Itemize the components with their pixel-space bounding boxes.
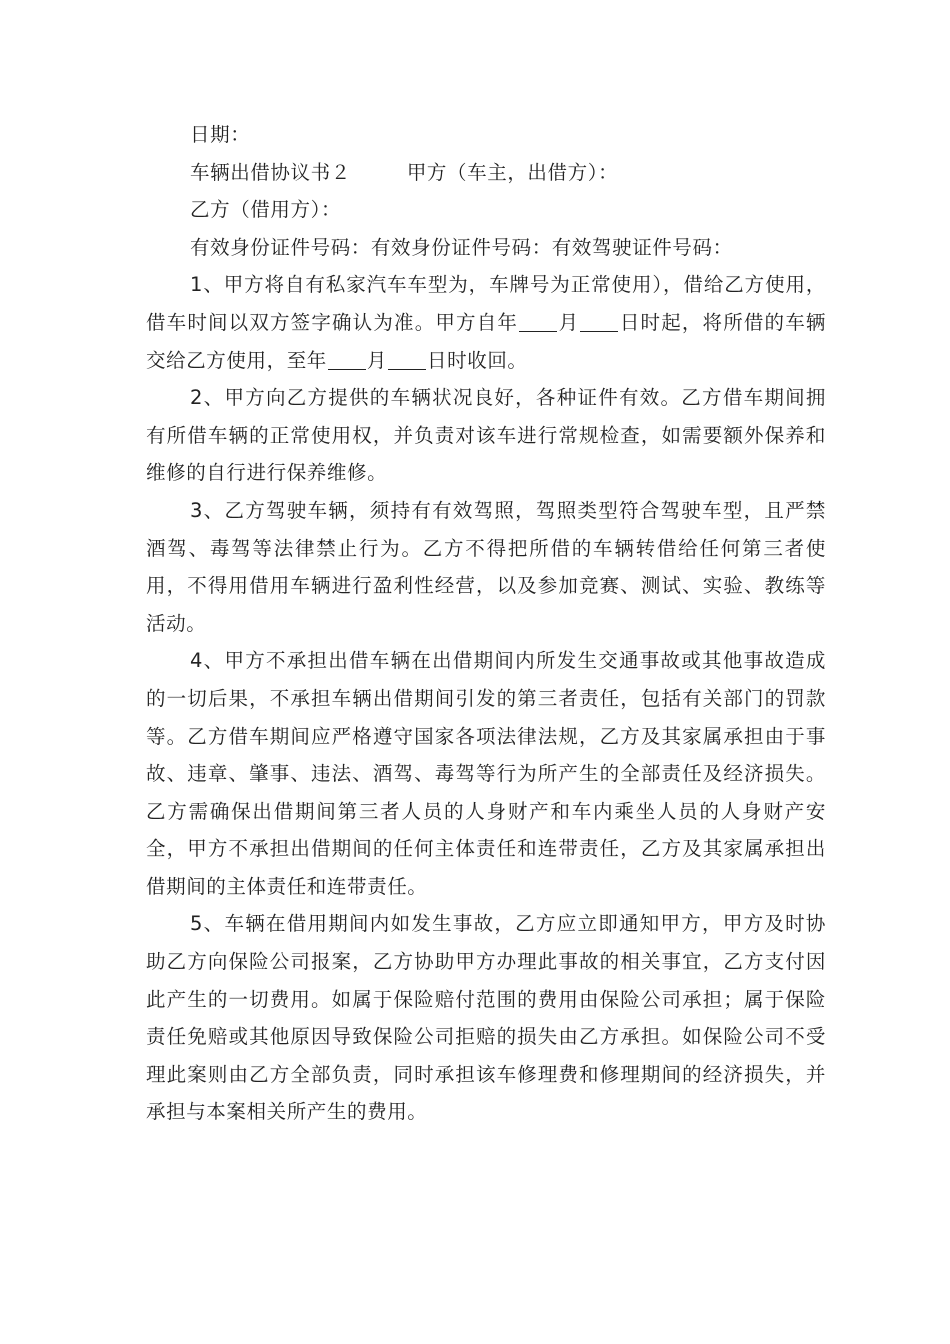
clause-5: 5、车辆在借用期间内如发生事故，乙方应立即通知甲方，甲方及时协助乙方向保险公司报案，乙方协助甲方办理此事故的相关事宜，乙方支付因此产生的一切费用。如属于保险赔付范围的费用由保险公司承担；属于保险责任免赔或其他原因导致保险公司拒赔的损失由乙方承担。如保险公司不受理此案则由乙方全部负责，同时承担该车修理费和修理期间的经济损失，并承担与本案相关所产生的费用。 — [146, 912, 826, 1124]
year-blank-1 — [519, 311, 557, 332]
year-blank-2 — [328, 349, 366, 370]
month-blank-1 — [580, 311, 618, 332]
clause-2: 2、甲方向乙方提供的车辆状况良好，各种证件有效。乙方借车期间拥有所借车辆的正常使用权，并负责对该车进行常规检查，如需要额外保养和维修的自行进行保养维修。 — [146, 386, 826, 485]
clause-1-part5: 日时收回。 — [427, 348, 528, 372]
clause-4: 4、甲方不承担出借车辆在出借期间内所发生交通事故或其他事故造成的一切后果，不承担车辆出借期间引发的第三者责任，包括有关部门的罚款等。乙方借车期间应严格遵守国家各项法律法规，乙方及其家属承担由于事故、违章、肇事、违法、酒驾、毒驾等行为所产生的全部责任及经济损失。乙方需确保出借期间第三者人员的人身财产和车内乘坐人员的人身财产安全，甲方不承担出借期间的任何主体责任和连带责任，乙方及其家属承担出借期间的主体责任和连带责任。 — [146, 649, 826, 898]
document-title: 车辆出借协议书２ — [190, 160, 351, 184]
date-label: 日期： — [190, 123, 251, 146]
document-body — [146, 116, 826, 1131]
title-line — [146, 154, 826, 192]
party-b-label: 乙方（借用方）： — [190, 198, 342, 222]
id-numbers-line: 有效身份证件号码：有效身份证件号码：有效驾驶证件号码： — [190, 235, 733, 259]
party-a-label: 甲方（车主，出借方）： — [406, 160, 619, 184]
month-blank-2 — [388, 349, 426, 370]
clause-1 — [146, 266, 826, 379]
clause-1-part2: 月 — [558, 310, 580, 334]
clause-1-part1: 1、甲方将自有私家汽车车型为，车牌号为正常使用），借给乙方使用，借车时间以双方签字确认为准。甲方自年 — [146, 273, 826, 334]
clause-1-part3: 日时起，将所借的车辆交给乙方使用，至年 — [146, 310, 826, 372]
clause-1-part4: 月 — [366, 348, 388, 372]
clause-3: 3、乙方驾驶车辆，须持有有效驾照，驾照类型符合驾驶车型，且严禁酒驾、毒驾等法律禁止行为。乙方不得把所借的车辆转借给任何第三者使用，不得用借用车辆进行盈利性经营，以及参加竞赛、测试、实验、教练等活动。 — [146, 498, 826, 635]
